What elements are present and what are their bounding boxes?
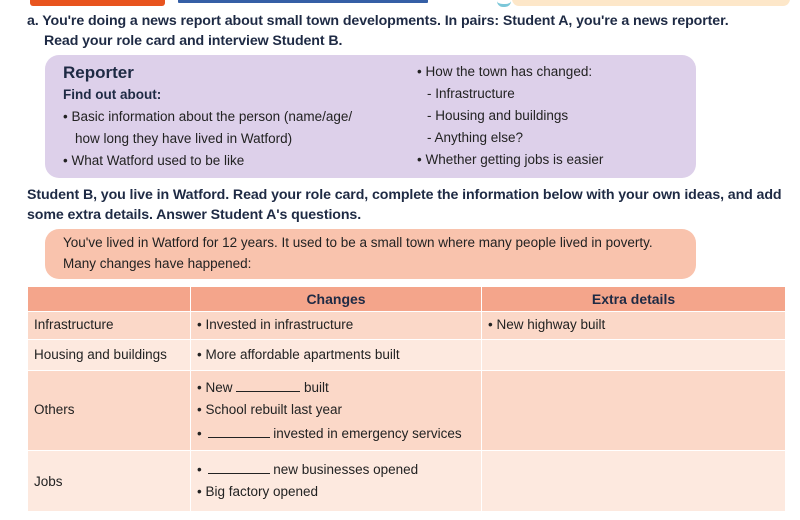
change-item-fill-blank: • New built (197, 380, 329, 395)
decorative-swoosh-icon (497, 0, 511, 7)
table-header-cell (28, 287, 190, 311)
instruction-a-line1: a. You're doing a news report about small town developments. In pairs: Student A, you're a news reporter. (27, 13, 729, 29)
change-item: • Invested in infrastructure (197, 317, 354, 332)
extra-detail-cell (482, 371, 785, 450)
row-label: Others (34, 402, 75, 417)
reporter-item: how long they have lived in Watford) (75, 131, 293, 146)
change-item: • School rebuilt last year (197, 402, 343, 417)
table-header-row (28, 287, 785, 311)
speaking-badge (30, 0, 165, 6)
page-header-strip (0, 0, 800, 8)
reporter-item: • What Watford used to be like (63, 153, 245, 168)
table-row (28, 340, 785, 370)
student-role-card (45, 229, 696, 279)
student-card-line1: You've lived in Watford for 12 years. It used to be a small town where many people lived in poverty. (63, 235, 653, 250)
row-label: Infrastructure (34, 317, 114, 332)
reporter-item: • Basic information about the person (name/age/ (63, 109, 353, 124)
table-row (28, 371, 785, 450)
reporter-item: - Housing and buildings (427, 108, 569, 123)
reporter-item: • How the town has changed: (417, 64, 593, 79)
instruction-b (27, 185, 787, 225)
change-item: • Big factory opened (197, 484, 319, 499)
change-item-fill-blank: • invested in emergency services (197, 426, 462, 441)
header-pill (512, 0, 790, 6)
extra-detail-cell (482, 340, 785, 370)
section-title-cutoff (178, 0, 428, 3)
table-row (28, 312, 785, 339)
reporter-item: - Infrastructure (427, 86, 515, 101)
find-out-label: Find out about: (63, 87, 162, 102)
reporter-item: - Anything else? (427, 130, 524, 145)
extra-detail-cell (482, 451, 785, 511)
fill-in-blank[interactable] (208, 461, 270, 474)
reporter-item: • Whether getting jobs is easier (417, 152, 604, 167)
extra-detail-item: • New highway built (488, 317, 606, 332)
row-label: Housing and buildings (34, 347, 167, 362)
change-item: • More affordable apartments built (197, 347, 400, 362)
reporter-role-card (45, 55, 696, 178)
table-header-cell: Changes (191, 287, 481, 311)
reporter-title: Reporter (63, 63, 134, 82)
fill-in-blank[interactable] (208, 425, 270, 438)
instruction-a (27, 11, 787, 51)
instruction-b-line1: Student B, you live in Watford. Read your role card, complete the information below with your own ideas, and add (27, 187, 782, 203)
instruction-b-line2: some extra details. Answer Student A's questions. (27, 207, 362, 223)
change-item-fill-blank: • new businesses opened (197, 462, 419, 477)
table-header-cell: Extra details (482, 287, 785, 311)
table-row (28, 451, 785, 511)
fill-in-blank[interactable] (236, 379, 300, 392)
instruction-a-line2: Read your role card and interview Student B. (44, 33, 343, 49)
student-card-line2: Many changes have happened: (63, 256, 252, 271)
row-label: Jobs (34, 474, 63, 489)
